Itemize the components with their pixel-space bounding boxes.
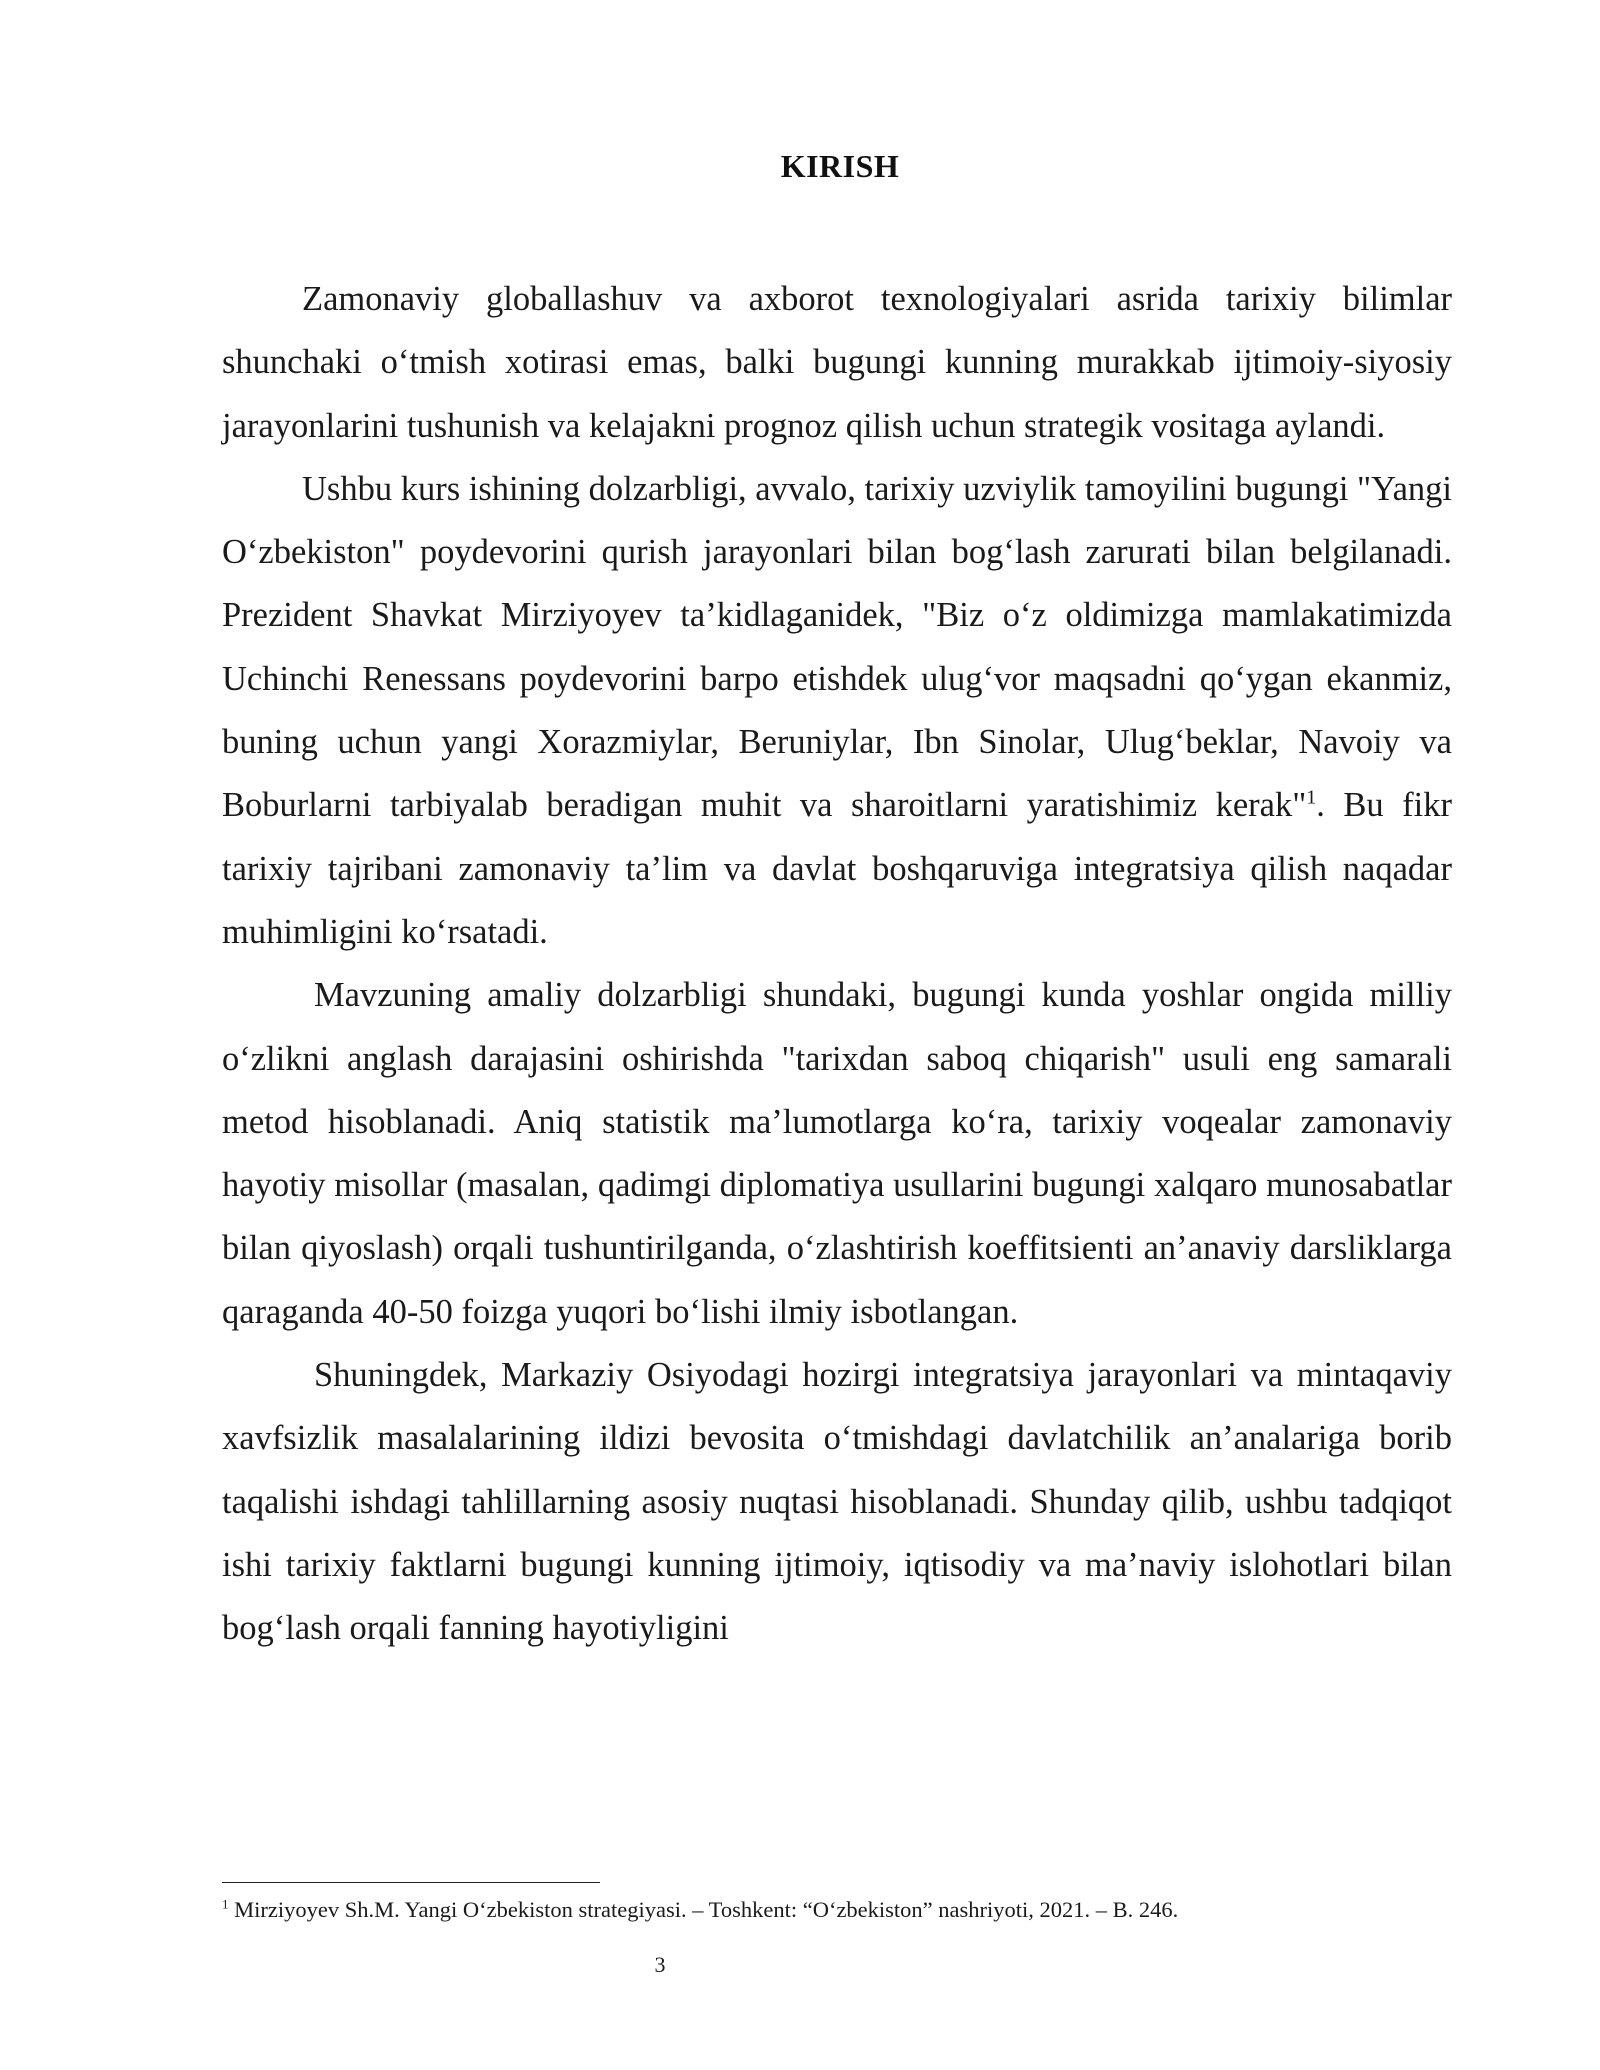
paragraph-3: Mavzuning amaliy dolzarbligi shundaki, bugungi kunda yoshlar ongida milliy o‘zlikni anglash darajasini oshirishda "tarixdan saboq chiqarish" usuli eng samarali metod hisoblanadi. Aniq statistik ma’lumotlarga ko‘ra, tarixiy voqealar zamonaviy hayotiy misollar (masalan, qadimgi diplomatiya usullarini bugungi xalqaro munosabatlar bilan qiyoslash) orqali tushuntirilganda, o‘zlashtirish koeffitsienti an’anaviy darsliklarga qaraganda 40-50 foizga yuqori bo‘lishi ilmiy isbotlangan.	[222, 976, 1452, 1331]
page-title: KIRISH	[780, 148, 900, 184]
footnote-marker: 1	[222, 1896, 229, 1912]
paragraph-4: Shuningdek, Markaziy Osiyodagi hozirgi integratsiya jarayonlari va mintaqaviy xavfsizlik masalalarining ildizi bevosita o‘tmishdagi davlatchilik an’analariga borib taqalishi ishdagi tahlillarning asosiy nuqtasi hisoblanadi. Shunday qilib, ushbu tadqiqot ishi tarixiy faktlarni bugungi kunning ijtimoiy, iqtisodiy va ma’naviy islohotlari bilan bog‘lash orqali fanning hayotiyligini	[222, 1356, 1452, 1648]
footnote	[222, 1895, 1452, 1925]
footnote-text: Mirziyoyev Sh.M. Yangi O‘zbekiston strategiyasi. – Toshkent: “O‘zbekiston” nashriyoti, 2021. – B. 246.	[228, 1897, 1179, 1922]
footnote-separator	[222, 1882, 600, 1883]
body-text	[222, 268, 1452, 1661]
paragraph-2	[222, 458, 1452, 964]
page-number: 3	[654, 1952, 666, 1977]
footnote-reference: 1	[1306, 786, 1317, 809]
paragraph-1: Zamonaviy globallashuv va axborot texnologiyalari asrida tarixiy bilimlar shunchaki o‘tmish xotirasi emas, balki bugungi kunning murakkab ijtimoiy-siyosiy jarayonlarini tushunish va kelajakni prognoz qilish uchun strategik vositaga aylandi.	[222, 280, 1452, 445]
paragraph-2-text: Ushbu kurs ishining dolzarbligi, avvalo, tarixiy uzviylik tamoyilini bugungi "Yangi O‘zbekiston" poydevorini qurish jarayonlari bilan bog‘lash zarurati bilan belgilanadi. Prezident Shavkat Mirziyoyev ta’kidlaganidek, "Biz o‘z oldimizga mamlakatimizda Uchinchi Renessans poydevorini barpo etishdek ulug‘vor maqsadni qo‘ygan ekanmiz, buning uchun yangi Xorazmiylar, Beruniylar, Ibn Sinolar, Ulug‘beklar, Navoiy va Boburlarni tarbiyalab beradigan muhit va sharoitlarni yaratishimiz kerak"	[222, 469, 1452, 825]
paragraph-2-text-continued: . Bu fikr tarixiy tajribani zamonaviy ta’lim va davlat boshqaruviga integratsiya qilish naqadar muhimligini ko‘rsatadi.	[222, 786, 1452, 951]
